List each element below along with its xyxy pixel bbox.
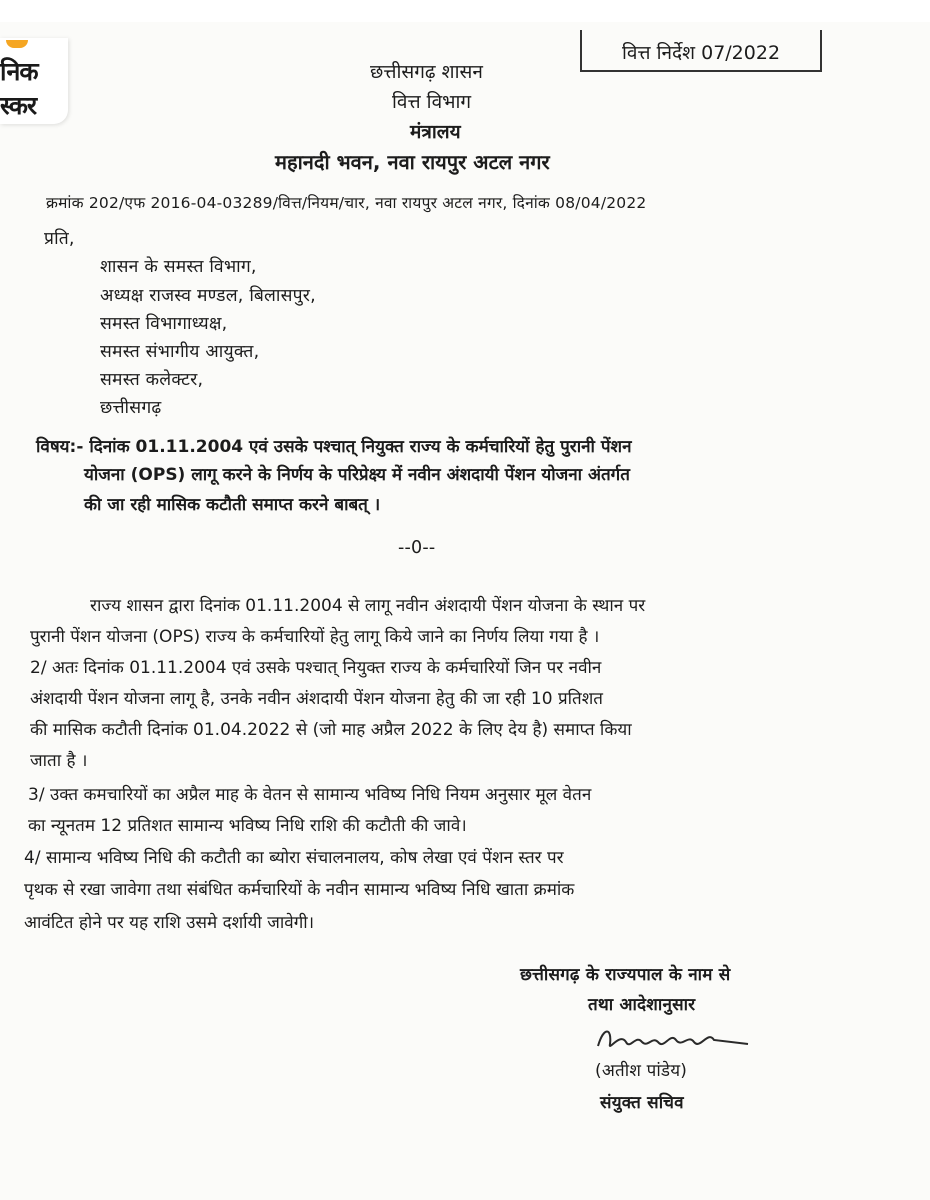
recipient-2: अध्यक्ष राजस्व मण्डल, बिलासपुर, — [100, 286, 316, 306]
paragraph-1-line-1: राज्य शासन द्वारा दिनांक 01.11.2004 से लागू नवीन अंशदायी पेंशन योजना के स्थान पर — [90, 596, 646, 616]
to-label: प्रति, — [44, 229, 75, 249]
paragraph-2-line-3: की मासिक कटौती दिनांक 01.04.2022 से (जो माह अप्रैल 2022 के लिए देय है) समाप्त किया — [30, 720, 632, 740]
separator: --0-- — [398, 538, 436, 558]
logo-line-1: निक — [0, 57, 38, 86]
signature-order-line: तथा आदेशानुसार — [588, 995, 696, 1015]
handwritten-signature — [590, 1020, 750, 1060]
paragraph-4-line-3: आवंटित होने पर यह राशि उसमे दर्शायी जावेगी। — [24, 913, 315, 933]
recipient-1: शासन के समस्त विभाग, — [100, 257, 257, 277]
logo-line-2: स्कर — [0, 91, 37, 120]
signature-authority-line: छत्तीसगढ़ के राज्यपाल के नाम से — [520, 965, 731, 985]
order-number-box: वित्त निर्देश 07/2022 — [580, 30, 822, 72]
paragraph-2-line-2: अंशदायी पेंशन योजना लागू है, उनके नवीन अंशदायी पेंशन योजना हेतु की जा रही 10 प्रतिशत — [30, 689, 603, 709]
paragraph-2-line-1: 2/ अतः दिनांक 01.11.2004 एवं उसके पश्चात् नियुक्त राज्य के कर्मचारियों जिन पर नवीन — [30, 658, 602, 678]
signature-scribble-icon — [590, 1020, 750, 1060]
signatory-designation: संयुक्त सचिव — [600, 1093, 684, 1113]
logo-flame-icon — [6, 40, 28, 48]
header-address: महानदी भवन, नवा रायपुर अटल नगर — [275, 150, 550, 174]
signatory-name: (अतीश पांडेय) — [595, 1061, 688, 1081]
subject-line-1: विषय:- दिनांक 01.11.2004 एवं उसके पश्चात् नियुक्त राज्य के कर्मचारियों हेतु पुरानी पेंशन — [36, 437, 632, 457]
recipient-6: छत्तीसगढ़ — [100, 398, 162, 418]
recipient-4: समस्त संभागीय आयुक्त, — [100, 342, 260, 362]
recipient-3: समस्त विभागाध्यक्ष, — [100, 314, 228, 334]
subject-line-2: योजना (OPS) लागू करने के निर्णय के परिप्रेक्ष्य में नवीन अंशदायी पेंशन योजना अंतर्गत — [84, 465, 630, 485]
paragraph-3-line-2: का न्यूनतम 12 प्रतिशत सामान्य भविष्य निधि राशि की कटौती की जावे। — [28, 816, 467, 836]
header-ministry: मंत्रालय — [410, 121, 461, 143]
paragraph-4-line-2: पृथक से रखा जावेगा तथा संबंधित कर्मचारियों के नवीन सामान्य भविष्य निधि खाता क्रमांक — [24, 880, 575, 900]
paragraph-2-line-4: जाता है । — [30, 751, 88, 771]
paragraph-4-line-1: 4/ सामान्य भविष्य निधि की कटौती का ब्योरा संचालनालय, कोष लेखा एवं पेंशन स्तर पर — [24, 848, 564, 868]
subject-line-3: की जा रही मासिक कटौती समाप्त करने बाबत् । — [84, 495, 381, 515]
header-department: वित्त विभाग — [392, 91, 472, 113]
paragraph-3-line-1: 3/ उक्त कमचारियों का अप्रैल माह के वेतन से सामान्य भविष्य निधि नियम अनुसार मूल वेतन — [28, 785, 592, 805]
header-government: छत्तीसगढ़ शासन — [370, 61, 483, 83]
publisher-logo — [0, 38, 68, 124]
recipient-5: समस्त कलेक्टर, — [100, 370, 204, 390]
reference-line: क्रमांक 202/एफ 2016-04-03289/वित्त/नियम/चार, नवा रायपुर अटल नगर, दिनांक 08/04/2022 — [46, 194, 647, 212]
paragraph-1-line-2: पुरानी पेंशन योजना (OPS) राज्य के कर्मचारियों हेतु लागू किये जाने का निर्णय लिया गया है । — [30, 627, 600, 647]
